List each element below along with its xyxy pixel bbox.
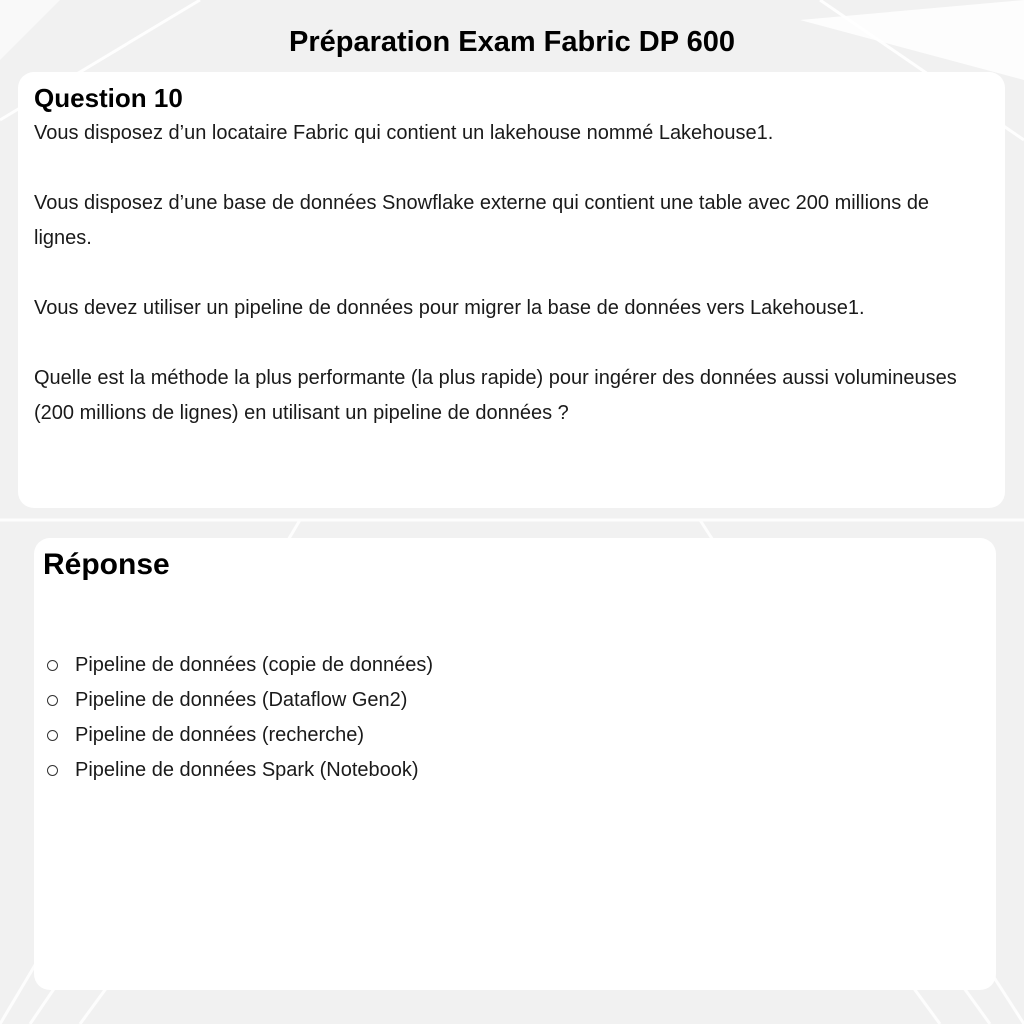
page-title: Préparation Exam Fabric DP 600	[289, 26, 735, 58]
radio-circle-icon[interactable]	[47, 695, 58, 706]
answer-option-notebook[interactable]	[43, 753, 987, 788]
answer-card	[34, 538, 996, 990]
answer-option-dataflow[interactable]	[43, 683, 987, 718]
question-body	[34, 116, 989, 431]
answer-option-label: Pipeline de données (Dataflow Gen2)	[75, 689, 408, 711]
question-paragraph: Vous disposez d’une base de données Snowflake externe qui contient une table avec 200 millions de lignes.	[34, 192, 930, 249]
question-paragraph: Vous devez utiliser un pipeline de données pour migrer la base de données vers Lakehouse1.	[34, 297, 865, 319]
question-card	[18, 72, 1005, 508]
answer-options	[43, 648, 987, 788]
answer-option-label: Pipeline de données (copie de données)	[75, 654, 434, 676]
answer-heading: Réponse	[43, 548, 170, 581]
answer-option-lookup[interactable]	[43, 718, 987, 753]
radio-circle-icon[interactable]	[47, 660, 58, 671]
question-heading: Question 10	[34, 83, 183, 113]
answer-option-copy[interactable]	[43, 648, 987, 683]
radio-circle-icon[interactable]	[47, 730, 58, 741]
question-paragraph: Quelle est la méthode la plus performante (la plus rapide) pour ingérer des données aussi volumineuses (200 millions de lignes) en utilisant un pipeline de données ?	[34, 367, 957, 424]
answer-option-label: Pipeline de données Spark (Notebook)	[75, 759, 419, 781]
radio-circle-icon[interactable]	[47, 765, 58, 776]
question-paragraph: Vous disposez d’un locataire Fabric qui contient un lakehouse nommé Lakehouse1.	[34, 122, 774, 144]
answer-option-label: Pipeline de données (recherche)	[75, 724, 365, 746]
